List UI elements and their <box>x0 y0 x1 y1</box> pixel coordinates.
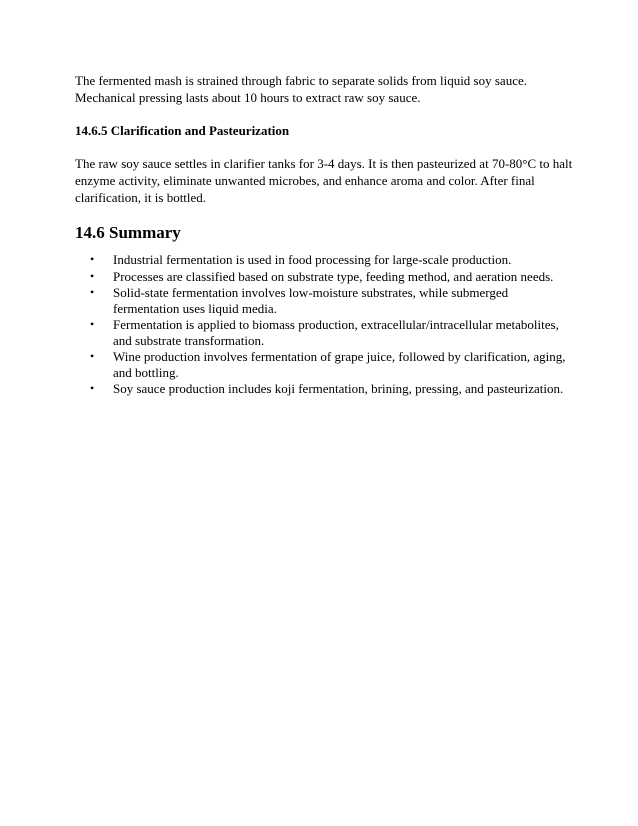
bullet-icon: • <box>90 317 95 331</box>
list-item <box>75 381 575 397</box>
list-item-text: Fermentation is applied to biomass production, extracellular/intracellular metabolites, and substrate transformation. <box>113 317 559 348</box>
list-item <box>75 349 575 380</box>
document-page <box>75 72 575 398</box>
bullet-icon: • <box>90 252 95 266</box>
list-item <box>75 317 575 348</box>
paragraph-clarification: The raw soy sauce settles in clarifier tanks for 3-4 days. It is then pasteurized at 70-80°C to halt enzyme activity, eliminate unwanted microbes, and enhance aroma and color. After final clarification, it is bottled. <box>75 156 573 205</box>
summary-list <box>75 252 575 397</box>
paragraph-pressing: The fermented mash is strained through fabric to separate solids from liquid soy sauce. Mechanical pressing lasts about 10 hours to extract raw soy sauce. <box>75 73 527 105</box>
list-item <box>75 252 575 268</box>
bullet-icon: • <box>90 349 95 363</box>
list-item-text: Wine production involves fermentation of grape juice, followed by clarification, aging, and bottling. <box>113 349 566 380</box>
list-item-text: Solid-state fermentation involves low-moisture substrates, while submerged fermentation uses liquid media. <box>113 285 509 316</box>
bullet-icon: • <box>90 268 95 283</box>
list-item-text: Soy sauce production includes koji fermentation, brining, pressing, and pasteurization. <box>113 381 564 396</box>
list-item <box>75 285 575 316</box>
bullet-icon: • <box>90 381 95 395</box>
list-item <box>75 269 575 285</box>
summary-heading: 14.6 Summary <box>75 223 181 242</box>
list-item-text: Industrial fermentation is used in food processing for large-scale production. <box>113 252 512 267</box>
list-item-text: Processes are classified based on substrate type, feeding method, and aeration needs. <box>113 268 554 284</box>
bullet-icon: • <box>90 285 95 299</box>
subheading-clarification: 14.6.5 Clarification and Pasteurization <box>75 123 290 138</box>
